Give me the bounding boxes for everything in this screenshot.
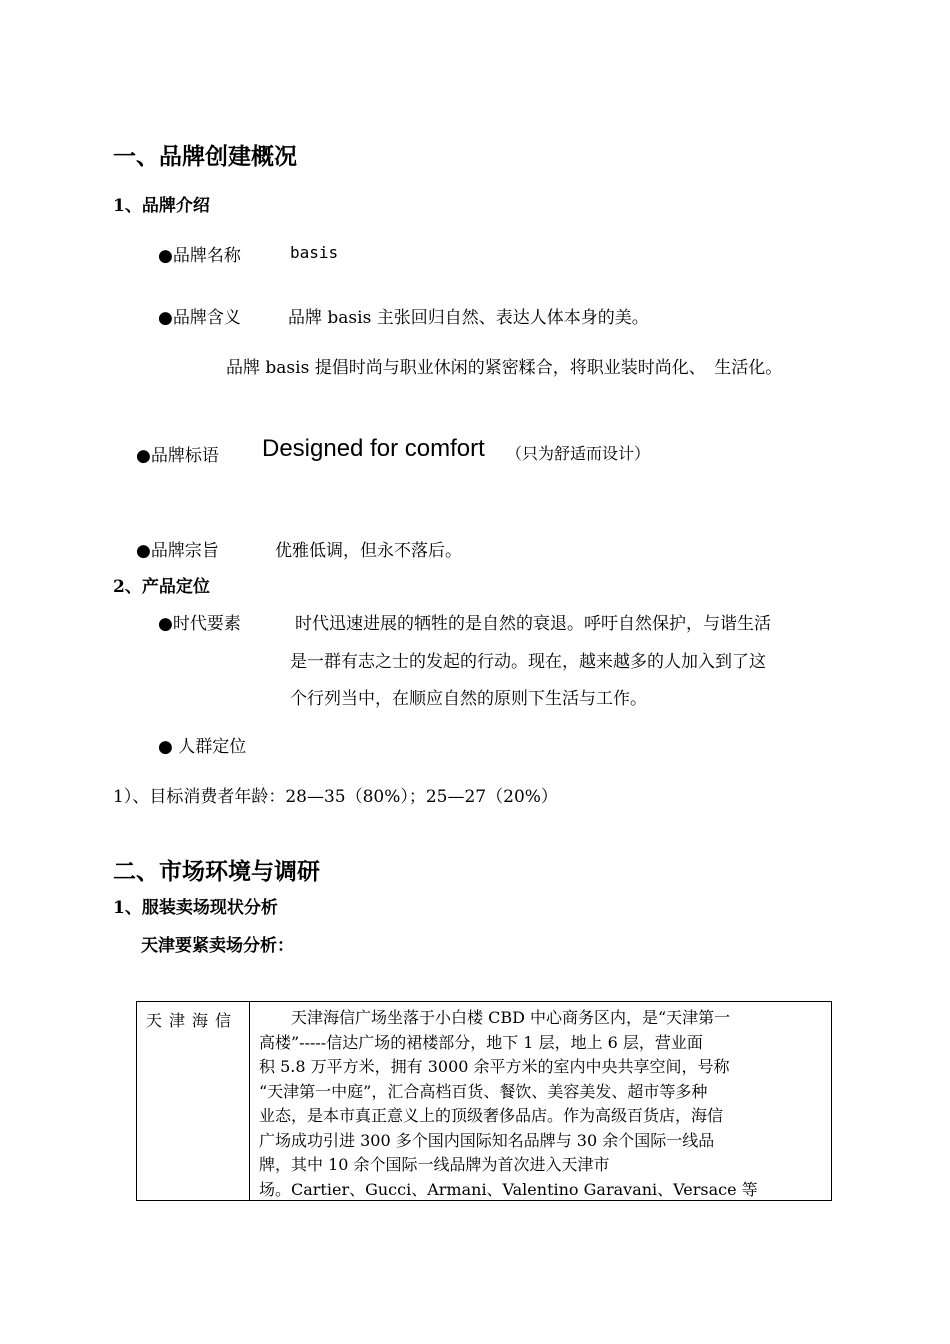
store-description-line: 积 5.8 万平方米，拥有 3000 余平方米的室内中央共享空间，号称 [259, 1057, 730, 1076]
store-description-line: 天津海信广场坐落于小白楼 CBD 中心商务区内，是“天津第一 [259, 1008, 731, 1027]
brand-meaning-line1: 品牌 basis 主张回归自然、表达人体本身的美。 [288, 308, 649, 328]
section1-title: 一、品牌创建概况 [113, 143, 297, 170]
store-description-line: 业态，是本市真正意义上的顶级奢侈品店。作为高级百货店，海信 [259, 1106, 724, 1125]
brand-meaning-label: ●品牌含义 [158, 308, 241, 328]
era-factor-line2: 是一群有志之士的发起的行动。现在，越来越多的人加入到了这 [290, 652, 766, 672]
brand-name-label: ●品牌名称 [158, 246, 241, 266]
brand-meaning-line2: 品牌 basis 提倡时尚与职业休闲的紧密糅合，将职业装时尚化、 生活化。 [226, 358, 783, 378]
market-analysis-heading: 1、服装卖场现状分析 [113, 898, 278, 918]
brand-purpose-label: ●品牌宗旨 [136, 541, 219, 561]
store-description-line: 广场成功引进 300 多个国内国际知名品牌与 30 余个国际一线品 [259, 1130, 715, 1150]
crowd-positioning-label: ● 人群定位 [158, 737, 247, 757]
era-factor-label: ●时代要素 [158, 614, 241, 634]
store-description-line: 高楼”-----信达广场的裙楼部分，地下 1 层，地上 6 层，营业面 [259, 1032, 703, 1052]
brand-slogan-english: Designed for comfort [262, 435, 485, 462]
store-description-line: 场。Cartier、Gucci、Armani、Valentino Garavani、Versace 等 [259, 1179, 758, 1199]
brand-slogan-chinese: （只为舒适而设计） [506, 444, 651, 463]
era-factor-line1: 时代迅速进展的牺牲的是自然的衰退。呼吁自然保护，与谐生活 [295, 614, 771, 634]
store-name-cell [137, 1002, 250, 1200]
brand-name-value: basis [290, 243, 339, 262]
brand-slogan-label: ●品牌标语 [136, 446, 219, 466]
era-factor-line3: 个行列当中，在顺应自然的原则下生活与工作。 [290, 689, 647, 709]
brand-intro-heading: 1、品牌介绍 [113, 196, 210, 216]
store-description-cell [259, 1006, 825, 1202]
section2-title: 二、市场环境与调研 [113, 858, 320, 885]
store-description-line: 牌，其中 10 余个国际一线品牌为首次进入天津市 [259, 1155, 610, 1174]
tianjin-stores-heading: 天津要紧卖场分析： [141, 936, 294, 956]
product-positioning-heading: 2、产品定位 [113, 577, 210, 597]
brand-purpose-value: 优雅低调，但永不落后。 [275, 541, 462, 561]
store-description-line: “天津第一中庭”，汇合高档百货、餐饮、美容美发、超市等多种 [259, 1081, 708, 1101]
target-age-line: 1）、目标消费者年龄：28—35（80%）；25—27（20%） [113, 787, 558, 807]
store-table [136, 1001, 832, 1201]
store-name: 天津海信 [146, 1011, 239, 1030]
